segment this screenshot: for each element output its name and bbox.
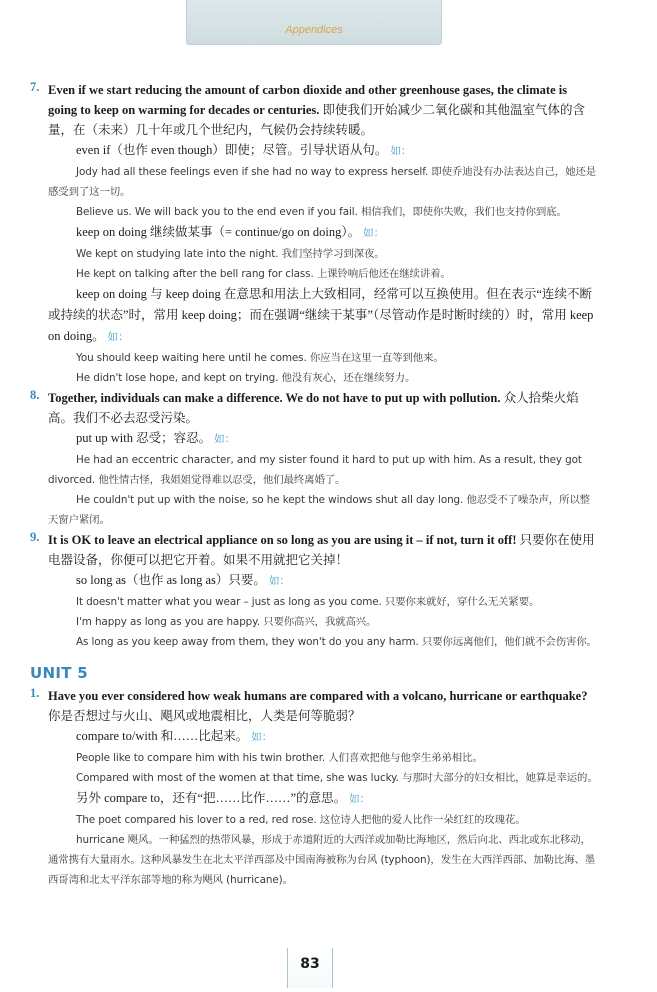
- lead-sentence: [48, 530, 598, 570]
- term-line: compare to/with 和……比起来。 如：: [76, 729, 273, 743]
- page-number: 83: [300, 956, 320, 972]
- example-sentence: Jody had all these feelings even if she had no way to express herself. 即使乔迪没有办法表达自己，她还是感受到了这一切。: [48, 166, 597, 198]
- chinese-translation: 你是否想过与火山、飓风或地震相比，人类是何等脆弱？: [48, 709, 361, 723]
- note-item-8: [30, 388, 598, 530]
- example-sentence: You should keep waiting here until he comes. 你应当在这里一直等到他来。: [76, 352, 444, 364]
- lead-sentence: [48, 80, 598, 140]
- item-number: 9.: [30, 530, 40, 544]
- page-content: [30, 80, 598, 890]
- term-line: even if（也作 even though）即使；尽管。引导状语从句。 如：: [76, 143, 412, 157]
- item-number: 1.: [30, 686, 40, 700]
- example-marker: 如：: [349, 794, 371, 805]
- term-line: put up with 忍受；容忍。 如：: [76, 431, 236, 445]
- term-line: 另外 compare to，还有“把……比作……”的意思。 如：: [76, 791, 371, 805]
- chinese-translation: 只要你在使用电器设备，你便可以把它开着。如果不用就把它关掉！: [48, 533, 595, 567]
- example-sentence: We kept on studying late into the night. 我们坚持学习到深夜。: [76, 248, 385, 260]
- example-marker: 如：: [363, 228, 385, 239]
- lead-sentence: [48, 686, 598, 726]
- example-sentence: He had an eccentric character, and my sister found it hard to put up with him. As a result, they got divorced. 他性情古怪，我姐姐觉得难以忍受，他们最终离婚了。: [48, 454, 582, 486]
- example-sentence: He couldn't put up with the noise, so he kept the windows shut all day long. 他忍受不了噪杂声，所以整天窗户紧闭。: [48, 494, 590, 526]
- page-number-box: [287, 948, 333, 988]
- example-marker: 如：: [390, 146, 412, 157]
- item-number: 7.: [30, 80, 40, 94]
- example-sentence: As long as you keep away from them, they won't do you any harm. 只要你远离他们，他们就不会伤害你。: [76, 636, 597, 648]
- example-sentence: He kept on talking after the bell rang for class. 上课铃响后他还在继续讲着。: [76, 268, 451, 280]
- english-sentence: Have you ever considered how weak humans are compared with a volcano, hurricane or earthquake?: [48, 689, 588, 703]
- header-tab: [186, 0, 442, 45]
- example-sentence: He didn't lose hope, and kept on trying. 他没有灰心，还在继续努力。: [76, 372, 416, 384]
- lead-sentence: [48, 388, 598, 428]
- note-item-9: [30, 530, 598, 652]
- english-sentence: Together, individuals can make a difference. We do not have to put up with pollution.: [48, 391, 501, 405]
- example-sentence: People like to compare him with his twin brother. 人们喜欢把他与他孪生弟弟相比。: [76, 752, 483, 764]
- example-marker: 如：: [268, 576, 290, 587]
- section-title: Appendices: [285, 24, 343, 36]
- example-marker: 如：: [107, 332, 129, 343]
- note-item-1: [30, 686, 598, 890]
- unit-heading: UNIT 5: [30, 664, 89, 682]
- example-sentence: It doesn't matter what you wear – just as long as you come. 只要你来就好，穿什么无关紧要。: [76, 596, 540, 608]
- chinese-translation: 众人拾柴火焰高。我们不必去忍受污染。: [48, 391, 579, 425]
- note-item-7: [30, 80, 598, 388]
- english-sentence: It is OK to leave an electrical appliance on so long as you are using it – if not, turn it off!: [48, 533, 517, 547]
- example-marker: 如：: [251, 732, 273, 743]
- example-sentence: The poet compared his lover to a red, red rose. 这位诗人把他的爱人比作一朵红红的玫瑰花。: [76, 814, 526, 826]
- english-sentence: Even if we start reducing the amount of carbon dioxide and other greenhouse gases, the climate is going to keep on warming for decades or centuries.: [48, 83, 568, 117]
- example-sentence: I'm happy as long as you are happy. 只要你高兴，我就高兴。: [76, 616, 377, 628]
- unit-5-section: [30, 664, 598, 890]
- term-line: keep on doing 继续做某事（= continue/go on doing）。 如：: [76, 225, 385, 239]
- example-sentence: Believe us. We will back you to the end even if you fail. 相信我们，即使你失败，我们也支持你到底。: [76, 206, 567, 218]
- item-number: 8.: [30, 388, 40, 402]
- chinese-translation: 即使我们开始减少二氧化碳和其他温室气体的含量，在（未来）几十年或几个世纪内，气候仍会持续转暖。: [48, 103, 586, 137]
- term-line: so long as（也作 as long as）只要。 如：: [76, 573, 290, 587]
- example-sentence: hurricane 飓风。一种猛烈的热带风暴，形成于赤道附近的大西洋或加勒比海地区，然后向北、西北或东北移动，通常携有大量雨水。这种风暴发生在北太平洋西部及中国南海被称为台风 (typhoon)，发生在大西洋西部、加勒比海、墨西哥湾和北太平洋东部等地的称为飓风 (hurricane)。: [48, 834, 596, 886]
- example-sentence: Compared with most of the women at that time, she was lucky. 与那时大部分的妇女相比，她算是幸运的。: [76, 772, 598, 784]
- example-marker: 如：: [214, 434, 236, 445]
- usage-note: keep on doing 与 keep doing 在意思和用法上大致相同，经常可以互换使用。但在表示“连续不断或持续的状态”时，常用 keep doing；而在强调“继续干某事”（尽管动作是时断时续的）时，常用 keep on doing。 如：: [48, 287, 594, 343]
